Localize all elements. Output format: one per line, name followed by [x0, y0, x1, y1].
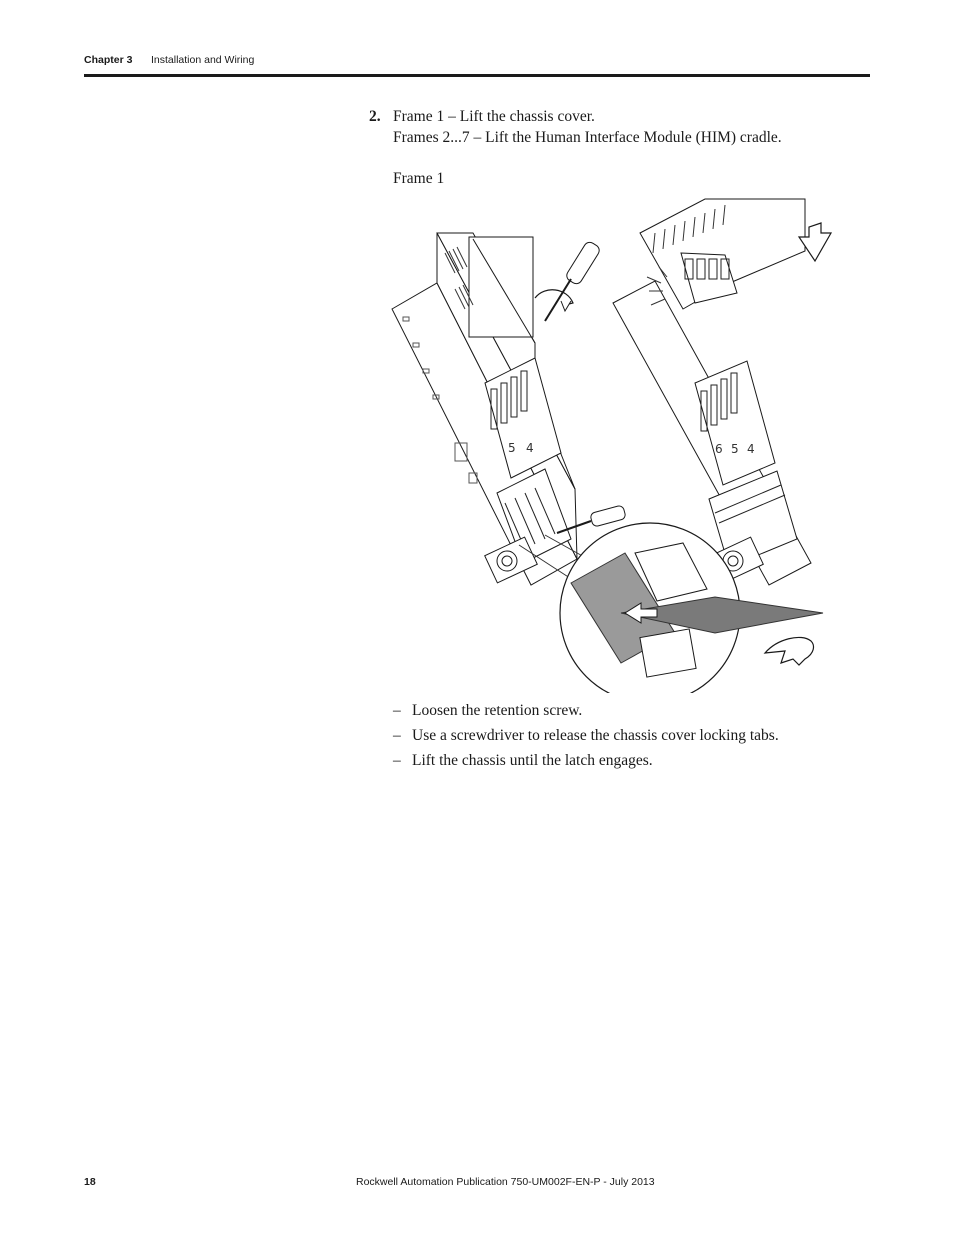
step-line-1: Frame 1 – Lift the chassis cover. — [393, 108, 595, 125]
module-label: 5 — [508, 441, 516, 455]
bullet-text: Loosen the retention screw. — [412, 702, 583, 719]
bullet-marker: – — [393, 702, 401, 719]
rotate-arrow-icon — [765, 637, 813, 665]
chapter-label: Chapter 3 — [84, 54, 133, 66]
chapter-title: Installation and Wiring — [151, 54, 255, 66]
bullet-marker: – — [393, 752, 401, 769]
publication-info: Rockwell Automation Publication 750-UM002F-EN-P - July 2013 — [356, 1176, 655, 1188]
bullet-marker: – — [393, 727, 401, 744]
bullet-text: Use a screwdriver to release the chassis cover locking tabs. — [412, 727, 779, 744]
screwdriver-top — [535, 240, 601, 321]
module-label: 5 — [731, 442, 739, 456]
chassis-illustration — [385, 193, 835, 693]
module-label: 4 — [526, 441, 534, 455]
module-label: 6 — [715, 442, 723, 456]
figure-caption: Frame 1 — [393, 170, 445, 187]
header-rule — [84, 74, 870, 77]
drive-frame1-closed — [392, 233, 626, 585]
page-number: 18 — [84, 1176, 96, 1188]
step-line-2: Frames 2...7 – Lift the Human Interface Module (HIM) cradle. — [393, 129, 782, 146]
step-number: 2. — [369, 108, 381, 125]
bullet-text: Lift the chassis until the latch engages. — [412, 752, 653, 769]
module-label: 4 — [747, 442, 755, 456]
